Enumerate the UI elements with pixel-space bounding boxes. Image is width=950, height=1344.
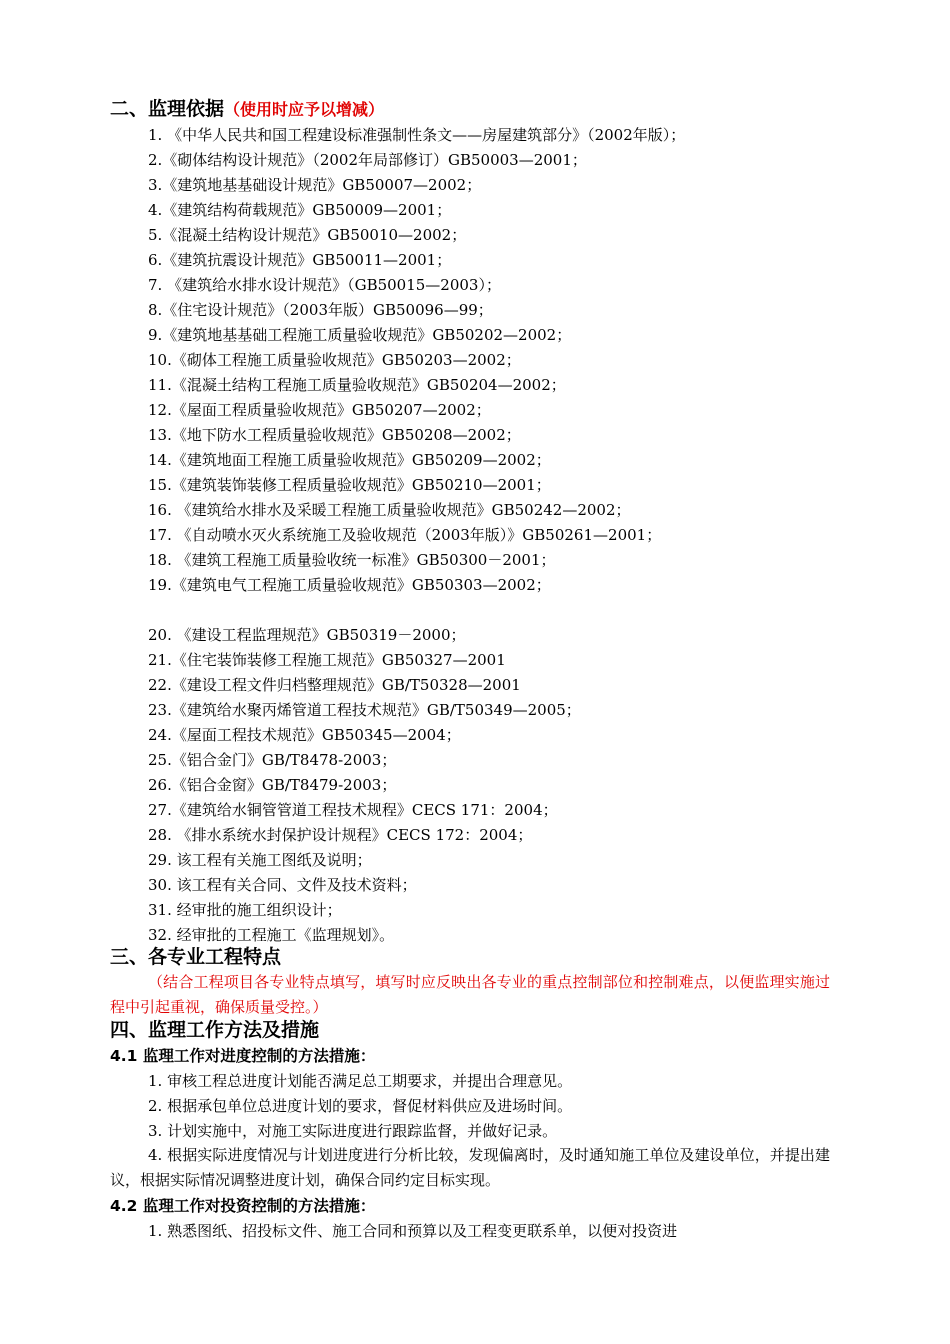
- reference-item: 28. 《排水系统水封保护设计规程》CECS 172：2004；: [148, 826, 533, 844]
- reference-item: 26.《铝合金窗》GB/T8479-2003；: [148, 776, 397, 794]
- reference-item: 23.《建筑给水聚丙烯管道工程技术规范》GB/T50349—2005；: [148, 701, 581, 719]
- reference-item: 18. 《建筑工程施工质量验收统一标准》GB50300－2001；: [148, 551, 556, 569]
- section-3-title: 三、各专业工程特点: [110, 946, 282, 968]
- reference-item: 19.《建筑电气工程施工质量验收规范》GB50303—2002；: [148, 576, 551, 594]
- investment-measure-item: 1. 熟悉图纸、招投标文件、施工合同和预算以及工程变更联系单，以便对投资进: [148, 1222, 678, 1240]
- reference-item: 8.《住宅设计规范》（2003年版）GB50096—99；: [148, 301, 493, 319]
- section-3-note: （结合工程项目各专业特点填写，填写时应反映出各专业的重点控制部位和控制难点，以便监理实施过程中引起重视，确保质量受控。）: [110, 973, 830, 1016]
- reference-item: 5.《混凝土结构设计规范》GB50010—2002；: [148, 226, 467, 244]
- reference-item: 30. 该工程有关合同、文件及技术资料；: [148, 876, 417, 894]
- reference-item: 4.《建筑结构荷载规范》GB50009—2001；: [148, 201, 452, 219]
- reference-item: 20. 《建设工程监理规范》GB50319－2000；: [148, 626, 466, 644]
- reference-item: 2.《砌体结构设计规范》（2002年局部修订）GB50003—2001；: [148, 151, 587, 169]
- reference-item: 24.《屋面工程技术规范》GB50345—2004；: [148, 726, 461, 744]
- section-2-title: 二、监理依据: [110, 98, 225, 120]
- reference-item: 32. 经审批的工程施工《监理规划》。: [148, 926, 395, 944]
- reference-item: 6.《建筑抗震设计规范》GB50011—2001；: [148, 251, 452, 269]
- reference-item: 27.《建筑给水铜管管道工程技术规程》CECS 171：2004；: [148, 801, 558, 819]
- reference-item: 12.《屋面工程质量验收规范》GB50207—2002；: [148, 401, 491, 419]
- progress-measure-item: 2. 根据承包单位总进度计划的要求，督促材料供应及进场时间。: [148, 1097, 573, 1115]
- reference-item: 14.《建筑地面工程施工质量验收规范》GB50209—2002；: [148, 451, 551, 469]
- progress-measure-item: 3. 计划实施中，对施工实际进度进行跟踪监督，并做好记录。: [148, 1122, 558, 1140]
- reference-item: 11.《混凝土结构工程施工质量验收规范》GB50204—2002；: [148, 376, 566, 394]
- section-4-title: 四、监理工作方法及措施: [110, 1019, 320, 1041]
- reference-item: 29. 该工程有关施工图纸及说明；: [148, 851, 372, 869]
- reference-item: 9.《建筑地基基础工程施工质量验收规范》GB50202—2002；: [148, 326, 572, 344]
- subsection-4-1-title: 4.1 监理工作对进度控制的方法措施：: [110, 1047, 376, 1065]
- reference-item: 21.《住宅装饰装修工程施工规范》GB50327—2001: [148, 651, 506, 669]
- reference-item: 17. 《自动喷水灭火系统施工及验收规范（2003年版）》GB50261—2001；: [148, 526, 662, 544]
- subsection-4-2-title: 4.2 监理工作对投资控制的方法措施：: [110, 1197, 376, 1215]
- progress-measure-item: 4. 根据实际进度情况与计划进度进行分析比较，发现偏离时，及时通知施工单位及建设单位，并提出建议，根据实际情况调整进度计划，确保合同约定目标实现。: [110, 1146, 830, 1189]
- reference-item: 7. 《建筑给水排水设计规范》（GB50015—2003）；: [148, 276, 501, 294]
- reference-item: 10.《砌体工程施工质量验收规范》GB50203—2002；: [148, 351, 521, 369]
- reference-item: 13.《地下防水工程质量验收规范》GB50208—2002；: [148, 426, 521, 444]
- reference-item: 3.《建筑地基基础设计规范》GB50007—2002；: [148, 176, 482, 194]
- reference-item: 16. 《建筑给水排水及采暖工程施工质量验收规范》GB50242—2002；: [148, 501, 631, 519]
- reference-item: 1. 《中华人民共和国工程建设标准强制性条文——房屋建筑部分》（2002年版）；: [148, 126, 686, 144]
- section-2-heading: [110, 97, 384, 122]
- reference-item: 22.《建设工程文件归档整理规范》GB/T50328—2001: [148, 676, 521, 694]
- reference-item: 31. 经审批的施工组织设计；: [148, 901, 342, 919]
- progress-measure-item: 1. 审核工程总进度计划能否满足总工期要求，并提出合理意见。: [148, 1072, 573, 1090]
- reference-item: 15.《建筑装饰装修工程质量验收规范》GB50210—2001；: [148, 476, 551, 494]
- section-2-note: （使用时应予以增减）: [224, 100, 385, 119]
- reference-item: 25.《铝合金门》GB/T8478-2003；: [148, 751, 397, 769]
